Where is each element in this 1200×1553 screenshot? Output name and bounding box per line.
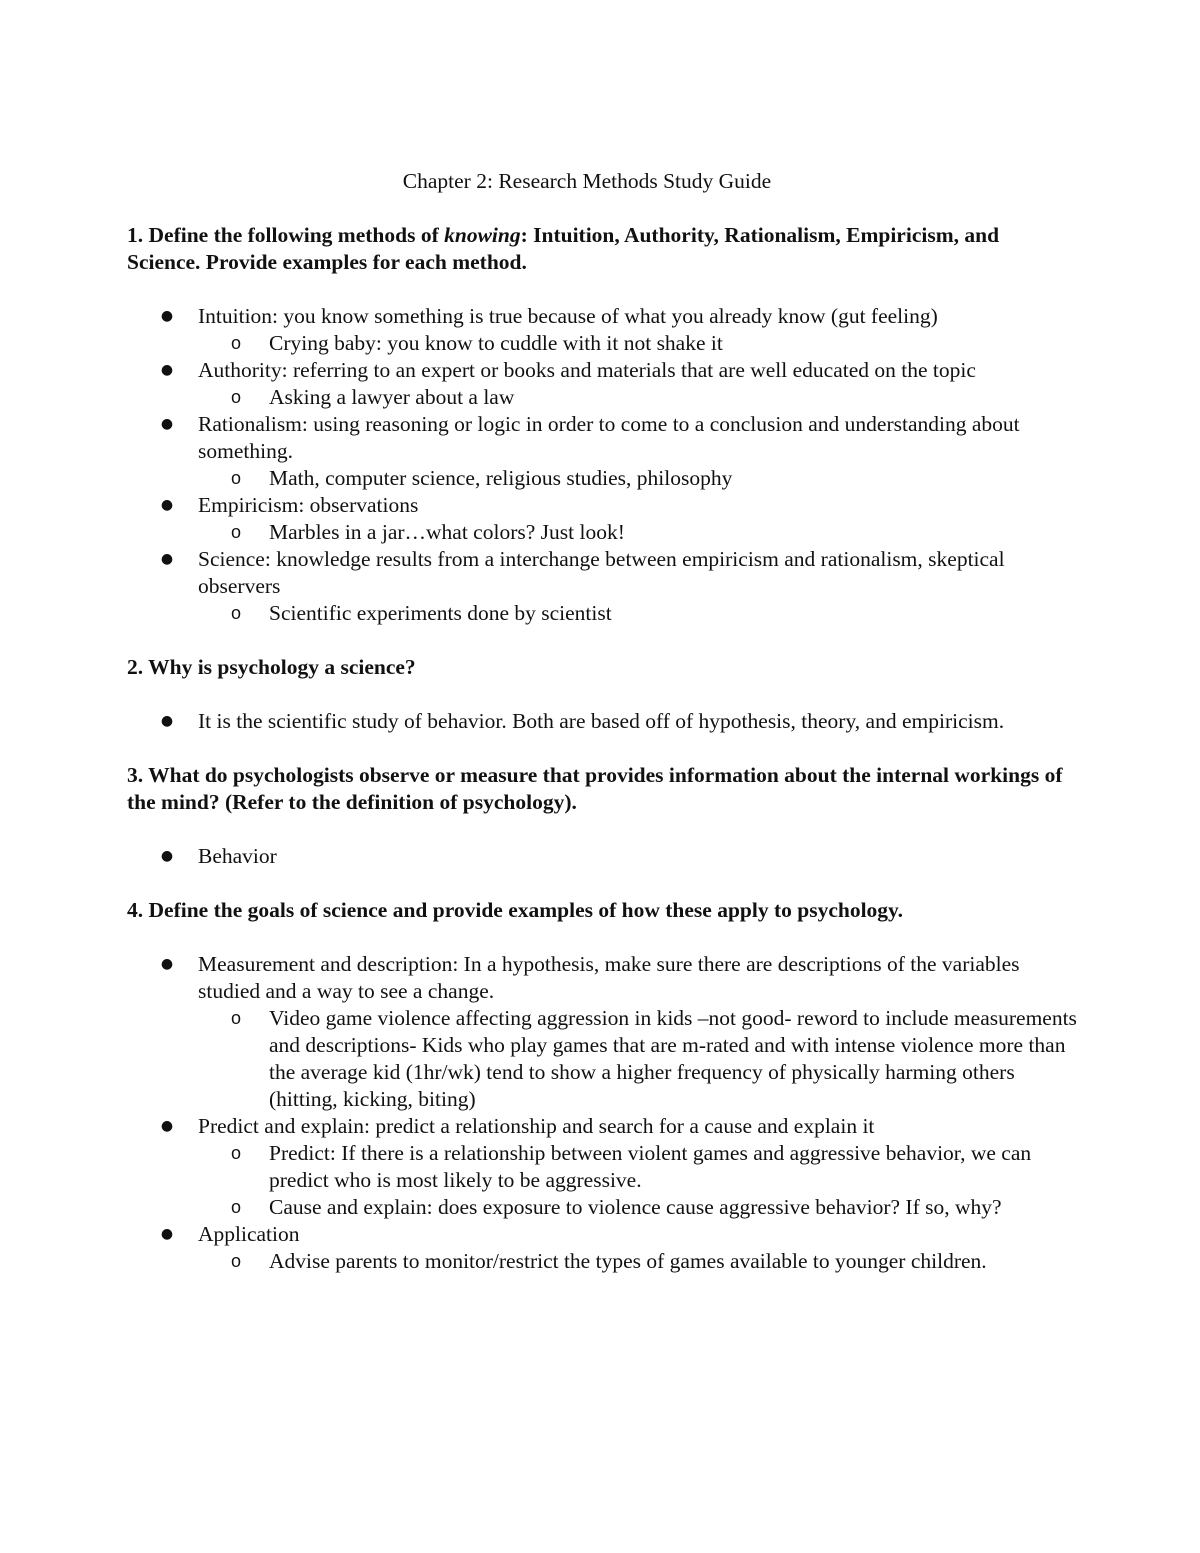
sub-list	[198, 600, 1077, 627]
list-item	[127, 951, 1077, 1113]
sub-list-item	[198, 600, 1077, 627]
sub-bullet-icon: o	[231, 1143, 242, 1163]
list-item-text: Predict and explain: predict a relationship and search for a cause and explain it	[198, 1114, 875, 1138]
sub-list-item-text: Predict: If there is a relationship between violent games and aggressive behavior, we can predict who is most likely to be aggressive.	[269, 1141, 1032, 1192]
sub-bullet-icon: o	[231, 603, 242, 623]
list-item-text: It is the scientific study of behavior. Both are based off of hypothesis, theory, and empiricism.	[198, 709, 1005, 733]
question-2: 2. Why is psychology a science?	[127, 655, 416, 679]
question-4: 4. Define the goals of science and provide examples of how these apply to psychology.	[127, 898, 903, 922]
sub-list-item	[198, 384, 1077, 411]
sub-list	[198, 519, 1077, 546]
question-3-answers	[127, 843, 1077, 870]
sub-list	[198, 465, 1077, 492]
sub-list-item-text: Cause and explain: does exposure to violence cause aggressive behavior? If so, why?	[269, 1195, 1002, 1219]
sub-bullet-icon: o	[231, 1008, 242, 1028]
sub-list-item	[198, 1248, 1077, 1275]
bullet-icon: ●	[160, 416, 174, 432]
sub-bullet-icon: o	[231, 522, 242, 542]
list-item	[127, 303, 1077, 357]
bullet-icon: ●	[160, 1226, 174, 1242]
list-item-text: Empiricism: observations	[198, 493, 419, 517]
page-title: Chapter 2: Research Methods Study Guide	[402, 169, 772, 193]
document-page	[127, 168, 1077, 1302]
sub-bullet-icon: o	[231, 468, 242, 488]
bullet-icon: ●	[160, 497, 174, 513]
list-item	[127, 843, 1077, 870]
list-item-text: Rationalism: using reasoning or logic in order to come to a conclusion and understanding about something.	[198, 412, 1020, 463]
sub-bullet-icon: o	[231, 333, 242, 353]
sub-bullet-icon: o	[231, 1197, 242, 1217]
list-item	[127, 492, 1077, 546]
question-1-answers	[127, 303, 1077, 627]
sub-list	[198, 384, 1077, 411]
list-item-text: Application	[198, 1222, 300, 1246]
sub-bullet-icon: o	[231, 387, 242, 407]
sub-list	[198, 1005, 1077, 1113]
list-item-text: Behavior	[198, 844, 277, 868]
question-4-answers	[127, 951, 1077, 1275]
sub-list-item	[198, 1194, 1077, 1221]
sub-list-item-text: Math, computer science, religious studies, philosophy	[269, 466, 733, 490]
sub-list-item-text: Crying baby: you know to cuddle with it not shake it	[269, 331, 723, 355]
bullet-icon: ●	[160, 551, 174, 567]
question-3: 3. What do psychologists observe or measure that provides information about the internal workings of the mind? (Refer to the definition of psychology).	[127, 763, 1063, 814]
sub-list-item	[198, 465, 1077, 492]
sub-list-item-text: Video game violence affecting aggression in kids –not good- reword to include measurements and descriptions- Kids who play games that are m-rated and with intense violence more than the average kid (1hr/wk) tend to show a higher frequency of physically harming others (hitting, kicking, biting)	[269, 1006, 1077, 1111]
list-item-text: Measurement and description: In a hypothesis, make sure there are descriptions of the variables studied and a way to see a change.	[198, 952, 1020, 1003]
sub-list	[198, 1248, 1077, 1275]
sub-list	[198, 1140, 1077, 1221]
sub-list-item	[198, 1005, 1077, 1113]
bullet-icon: ●	[160, 1118, 174, 1134]
list-item-text: Authority: referring to an expert or books and materials that are well educated on the topic	[198, 358, 976, 382]
sub-list-item-text: Marbles in a jar…what colors? Just look!	[269, 520, 625, 544]
list-item-text: Science: knowledge results from a interchange between empiricism and rationalism, skeptical observers	[198, 547, 1005, 598]
sub-list-item-text: Asking a lawyer about a law	[269, 385, 515, 409]
list-item	[127, 357, 1077, 411]
list-item	[127, 1221, 1077, 1275]
list-item	[127, 411, 1077, 492]
sub-list-item	[198, 519, 1077, 546]
bullet-icon: ●	[160, 308, 174, 324]
list-item	[127, 546, 1077, 627]
sub-list	[198, 330, 1077, 357]
bullet-icon: ●	[160, 362, 174, 378]
sub-list-item	[198, 1140, 1077, 1194]
question-2-answers	[127, 708, 1077, 735]
sub-list-item	[198, 330, 1077, 357]
bullet-icon: ●	[160, 848, 174, 864]
sub-list-item-text: Advise parents to monitor/restrict the types of games available to younger children.	[269, 1249, 987, 1273]
sub-list-item-text: Scientific experiments done by scientist	[269, 601, 612, 625]
bullet-icon: ●	[160, 956, 174, 972]
list-item-text: Intuition: you know something is true because of what you already know (gut feeling)	[198, 304, 938, 328]
question-1-suffix: : Intuition, Authority, Rationalism, Empiricism, and Science. Provide examples for each method.	[127, 223, 1000, 274]
question-1	[127, 222, 1077, 276]
bullet-icon: ●	[160, 713, 174, 729]
sub-bullet-icon: o	[231, 1251, 242, 1271]
question-1-emphasis: knowing	[444, 223, 521, 247]
question-1-prefix: 1. Define the following methods of	[127, 223, 445, 247]
list-item	[127, 708, 1077, 735]
list-item	[127, 1113, 1077, 1221]
